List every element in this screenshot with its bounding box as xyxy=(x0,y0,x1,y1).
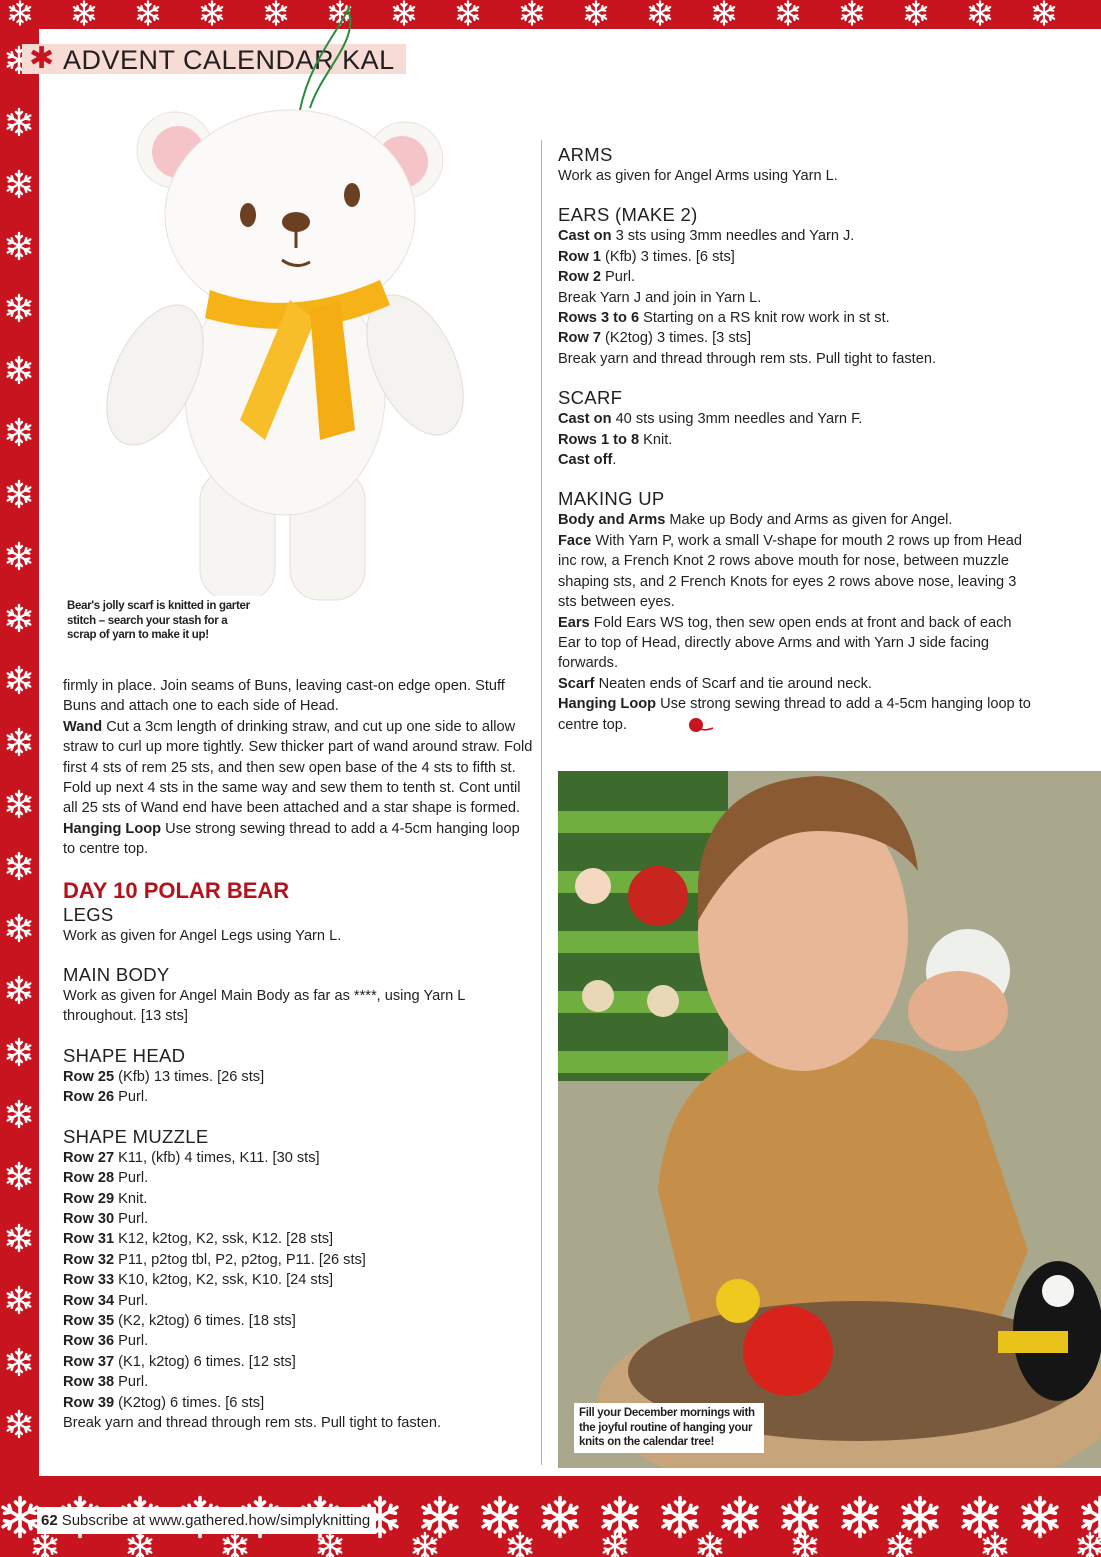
shape-muzzle-row xyxy=(63,1393,533,1413)
child-photo-caption: Fill your December mornings with the joyful routine of hanging your knits on the calendar tree! xyxy=(574,1403,764,1453)
making-up-row xyxy=(558,694,1033,735)
scarf-row-text: 40 sts using 3mm needles and Yarn F. xyxy=(611,411,863,428)
fasten-text: Break yarn and thread through rem sts. Pull tight to fasten. xyxy=(63,1414,442,1431)
main-body-text: Work as given for Angel Main Body as far as ****, using Yarn L throughout. [13 sts] xyxy=(63,988,465,1025)
shape-muzzle-row xyxy=(63,1372,533,1392)
ears-row xyxy=(558,328,1033,348)
shape-head-row-label: Row 26 xyxy=(63,1089,115,1106)
shape-muzzle-row-label: Row 35 xyxy=(63,1312,115,1329)
section-title: ADVENT CALENDAR KAL xyxy=(63,45,395,75)
hanging-loop-text: Use strong sewing thread to add a 4-5cm hanging loop to centre top. xyxy=(63,820,520,858)
buns-paragraph: firmly in place. Join seams of Buns, leaving cast-on edge open. Stuff Buns and attach one to each side of Head. xyxy=(63,678,505,715)
arms-text: Work as given for Angel Arms using Yarn L. xyxy=(558,168,838,184)
wand-paragraph xyxy=(63,717,533,819)
shape-muzzle-row-text: (K2tog) 6 times. [6 sts] xyxy=(114,1394,265,1411)
shape-muzzle-row xyxy=(63,1311,533,1331)
making-up-row-label: Face xyxy=(558,532,592,549)
shape-muzzle-row xyxy=(63,1352,533,1372)
shape-muzzle-row-label: Row 39 xyxy=(63,1394,115,1411)
shape-muzzle-row xyxy=(63,1270,533,1290)
arms-heading: ARMS xyxy=(558,144,613,165)
making-up-row-label: Scarf xyxy=(558,675,595,692)
shape-muzzle-row-label: Row 33 xyxy=(63,1272,115,1289)
ears-row-text: Break Yarn J and join in Yarn L. xyxy=(558,289,762,306)
ears-row-label: Cast on xyxy=(558,228,612,245)
shape-muzzle-row-label: Row 36 xyxy=(63,1333,115,1350)
making-up-row-text: With Yarn P, work a small V-shape for mouth 2 rows up from Head inc row, a French Knot 2 rows above mouth for nose, between muzzle shaping sts, and 2 French Knots for eyes 2 rows above nose, leaving 3 sts between eyes. xyxy=(558,532,1022,611)
shape-head-row xyxy=(63,1067,533,1087)
scarf-row xyxy=(558,430,1033,450)
shape-head-rows xyxy=(63,1067,533,1108)
making-up-row-label: Hanging Loop xyxy=(558,696,657,713)
making-up-row-label: Body and Arms xyxy=(558,512,666,529)
shape-head-row xyxy=(63,1087,533,1107)
hanging-loop-label: Hanging Loop xyxy=(63,820,162,837)
ears-row xyxy=(558,247,1033,267)
making-up-row-text: Use strong sewing thread to add a 4-5cm hanging loop to centre top. xyxy=(558,696,1031,733)
shape-muzzle-row xyxy=(63,1250,533,1270)
making-up-row-text: Neaten ends of Scarf and tie around neck. xyxy=(594,675,872,692)
ears-row-label: Row 2 xyxy=(558,269,601,286)
shape-muzzle-row-text: Purl. xyxy=(114,1210,149,1227)
making-up-heading: MAKING UP xyxy=(558,488,665,510)
making-up-row xyxy=(558,674,1033,694)
shape-muzzle-row-text: P11, p2tog tbl, P2, p2tog, P11. [26 sts] xyxy=(114,1251,366,1268)
ears-rows xyxy=(558,226,1033,369)
shape-muzzle-row-text: K12, k2tog, K2, ssk, K12. [28 sts] xyxy=(114,1231,334,1248)
hanging-loop-paragraph xyxy=(63,819,533,860)
making-up-row-text: Fold Ears WS tog, then sew open ends at front and back of each Ear to top of Head, directly above Arms and with Yarn J side facing forwards. xyxy=(558,614,1012,672)
shape-muzzle-row-label: Row 37 xyxy=(63,1353,115,1370)
scarf-rows xyxy=(558,409,1033,470)
shape-muzzle-row-label: Row 34 xyxy=(63,1292,115,1309)
main-body-heading: MAIN BODY xyxy=(63,964,170,986)
ears-row xyxy=(558,288,1033,308)
shape-muzzle-row-text: Knit. xyxy=(114,1190,148,1207)
shape-muzzle-row xyxy=(63,1189,533,1209)
shape-muzzle-rows xyxy=(63,1148,533,1413)
left-column xyxy=(63,676,533,1433)
shape-muzzle-row xyxy=(63,1291,533,1311)
scarf-row-label: Rows 1 to 8 xyxy=(558,431,640,448)
making-up-row-text: Make up Body and Arms as given for Angel. xyxy=(665,512,953,529)
shape-head-row-label: Row 25 xyxy=(63,1068,115,1085)
shape-muzzle-row-label: Row 27 xyxy=(63,1149,115,1166)
scarf-heading: SCARF xyxy=(558,387,623,409)
polar-bear-photo xyxy=(60,0,530,650)
shape-muzzle-row-text: (K2, k2tog) 6 times. [18 sts] xyxy=(114,1312,296,1329)
shape-muzzle-row-text: Purl. xyxy=(114,1374,149,1391)
shape-muzzle-heading: SHAPE MUZZLE xyxy=(63,1125,209,1147)
shape-muzzle-row-text: Purl. xyxy=(114,1292,149,1309)
page-number: 62 xyxy=(41,1512,58,1529)
scarf-row xyxy=(558,450,1033,470)
shape-head-row-text: (Kfb) 13 times. [26 sts] xyxy=(114,1068,265,1085)
ears-row-text: Purl. xyxy=(600,269,636,286)
scarf-row xyxy=(558,409,1033,429)
shape-muzzle-row-text: Purl. xyxy=(114,1170,149,1187)
legs-heading: LEGS xyxy=(63,903,114,925)
wand-label: Wand xyxy=(63,718,103,735)
scarf-row-text: Knit. xyxy=(639,431,673,448)
shape-muzzle-row-text: K11, (kfb) 4 times, K11. [30 sts] xyxy=(114,1149,320,1166)
polar-bear-illustration xyxy=(60,0,530,650)
shape-head-row-text: Purl. xyxy=(114,1089,149,1106)
yarn-ball-end-icon xyxy=(688,717,714,733)
making-up-rows xyxy=(558,510,1033,734)
making-up-row xyxy=(558,510,1033,530)
ears-row xyxy=(558,308,1033,328)
shape-muzzle-row xyxy=(63,1209,533,1229)
bear-photo-caption: Bear's jolly scarf is knitted in garter stitch – search your stash for a scrap of yarn to make it up! xyxy=(62,596,262,646)
column-divider xyxy=(541,140,542,1465)
shape-muzzle-row-label: Row 32 xyxy=(63,1251,115,1268)
child-illustration xyxy=(558,771,1101,1468)
shape-muzzle-row xyxy=(63,1229,533,1249)
child-with-ornaments-photo xyxy=(558,771,1101,1468)
legs-text: Work as given for Angel Legs using Yarn L. xyxy=(63,927,342,944)
shape-muzzle-row-label: Row 29 xyxy=(63,1190,115,1207)
shape-muzzle-row xyxy=(63,1168,533,1188)
asterisk-star-icon: ✱ xyxy=(29,42,55,75)
making-up-row xyxy=(558,531,1033,613)
ears-row xyxy=(558,349,1033,369)
shape-muzzle-row xyxy=(63,1148,533,1168)
shape-muzzle-row xyxy=(63,1331,533,1351)
ears-row-text: Starting on a RS knit row work in st st. xyxy=(639,310,890,327)
ears-row-label: Row 7 xyxy=(558,330,601,347)
footer-bar xyxy=(37,1507,376,1534)
scarf-row-label: Cast off xyxy=(558,452,613,469)
shape-muzzle-row-label: Row 38 xyxy=(63,1374,115,1391)
scarf-row-label: Cast on xyxy=(558,411,612,428)
shape-muzzle-row-text: Purl. xyxy=(114,1333,149,1350)
shape-muzzle-row-label: Row 28 xyxy=(63,1170,115,1187)
ears-row-text: Break yarn and thread through rem sts. Pull tight to fasten. xyxy=(558,350,937,367)
ears-row-text: (K2tog) 3 times. [3 sts] xyxy=(600,330,752,347)
day-10-heading: DAY 10 POLAR BEAR xyxy=(63,877,290,903)
shape-muzzle-row-text: (K1, k2tog) 6 times. [12 sts] xyxy=(114,1353,296,1370)
wand-text: Cut a 3cm length of drinking straw, and cut up one side to allow straw to curl up more tightly. Sew thicker part of wand around straw. Fold first 4 sts of rem 25 sts, and then sew open base of the 4 sts to fifth st. Fold up next 4 sts in the same way and sew them to tenth st. Cont until all 25 sts of Wand end have been attached and a star shape is formed. xyxy=(63,718,533,817)
making-up-row-label: Ears xyxy=(558,614,590,631)
shape-head-heading: SHAPE HEAD xyxy=(63,1044,186,1066)
shape-muzzle-row-label: Row 31 xyxy=(63,1231,115,1248)
ears-heading: EARS (MAKE 2) xyxy=(558,204,698,226)
shape-muzzle-row-label: Row 30 xyxy=(63,1210,115,1227)
ears-row-label: Rows 3 to 6 xyxy=(558,310,640,327)
ears-row-text: 3 sts using 3mm needles and Yarn J. xyxy=(611,228,855,245)
ears-row-text: (Kfb) 3 times. [6 sts] xyxy=(600,248,735,265)
right-column xyxy=(558,144,1033,735)
shape-muzzle-row-text: K10, k2tog, K2, ssk, K10. [24 sts] xyxy=(114,1272,334,1289)
scarf-row-text: . xyxy=(612,452,617,469)
subscribe-link[interactable]: Subscribe at www.gathered.how/simplyknitting xyxy=(61,1512,371,1529)
ears-row-label: Row 1 xyxy=(558,248,601,265)
ears-row xyxy=(558,226,1033,246)
ears-row xyxy=(558,267,1033,287)
making-up-row xyxy=(558,613,1033,674)
